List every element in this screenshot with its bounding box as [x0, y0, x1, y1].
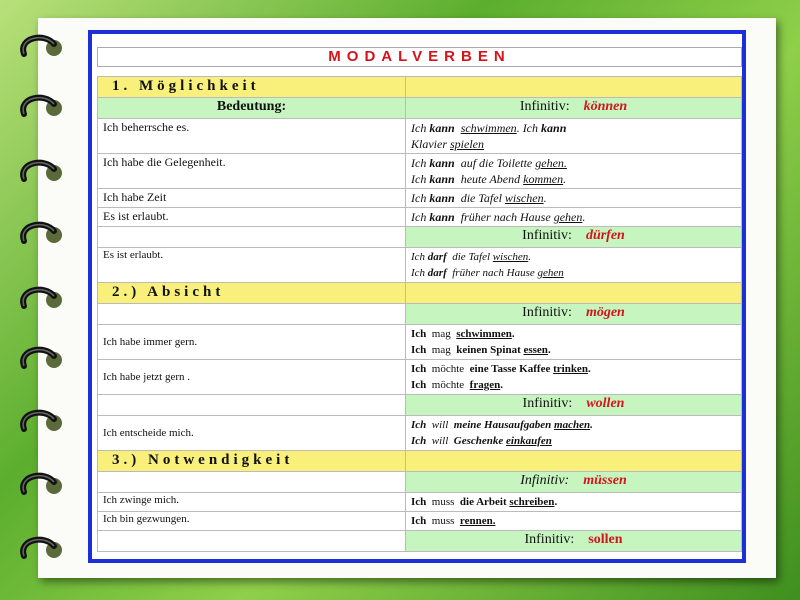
table-row [98, 325, 742, 360]
binder-ring-icon [14, 157, 66, 185]
example-sentence [411, 326, 736, 342]
table-row [98, 248, 742, 283]
example-word: Ich [411, 172, 430, 186]
infinitive-cell [406, 395, 742, 416]
example-word: muss [426, 515, 460, 527]
modal-verbs-table [97, 76, 742, 552]
example-word: auf die Toilette [454, 156, 536, 170]
example-word: wischen [492, 251, 529, 263]
meaning-cell: Ich habe jetzt gern . [98, 360, 406, 395]
meaning-cell: Ich beherrsche es. [98, 119, 406, 154]
infinitive-cell [406, 98, 742, 119]
example-cell [406, 154, 742, 189]
example-word: schwimmen [456, 328, 512, 340]
meaning-cell [98, 227, 406, 248]
example-word: . [511, 328, 515, 340]
binder-ring-icon [14, 344, 66, 372]
example-word: essen [523, 344, 548, 356]
meaning-cell [98, 531, 406, 552]
section-empty-cell [406, 451, 742, 472]
example-cell [406, 208, 742, 227]
example-word: kommen [523, 172, 564, 186]
example-word: Ich [411, 121, 430, 135]
example-word: kann [429, 172, 455, 186]
section-empty-cell [406, 283, 742, 304]
example-word: Ich [411, 210, 430, 224]
example-sentence [411, 209, 736, 225]
table-row [98, 416, 742, 451]
binder-ring-icon [14, 92, 66, 120]
table-row [98, 189, 742, 208]
example-word: . [543, 191, 547, 205]
meaning-cell: Ich habe Zeit [98, 189, 406, 208]
example-word: kann [429, 191, 455, 205]
table-row [98, 360, 742, 395]
example-word: die Arbeit [459, 496, 510, 508]
section-heading: 3.) Notwendigkeit [98, 451, 406, 472]
example-cell [406, 512, 742, 531]
infinitive-label: Infinitiv: [522, 228, 572, 243]
example-word: . [590, 419, 593, 431]
table-row [98, 395, 742, 416]
example-word: gehen [537, 267, 564, 279]
meaning-cell: Ich entscheide mich. [98, 416, 406, 451]
example-word: schwimmen [460, 121, 517, 135]
example-word: früher nach Hause [446, 267, 538, 279]
example-word: will [426, 419, 454, 431]
infinitive-verb: müssen [583, 473, 627, 488]
example-word: Ich [411, 328, 427, 340]
example-word: darf [427, 251, 447, 263]
page-title: MODALVERBEN [97, 47, 742, 67]
example-word: . [554, 496, 558, 508]
example-sentence [411, 377, 736, 393]
example-cell [406, 325, 742, 360]
example-cell [406, 248, 742, 283]
example-word: . [582, 210, 586, 224]
binder-ring-icon [14, 534, 66, 562]
table-row [98, 283, 742, 304]
infinitive-label: Infinitiv: [520, 473, 570, 488]
binder-ring-icon [14, 219, 66, 247]
example-word: gehen [553, 210, 583, 224]
meaning-cell: Es ist erlaubt. [98, 248, 406, 283]
example-word: Ich [411, 344, 427, 356]
meaning-cell: Ich habe die Gelegenheit. [98, 154, 406, 189]
example-sentence [411, 171, 736, 187]
meaning-cell: Ich zwinge mich. [98, 493, 406, 512]
example-word: wischen [504, 191, 544, 205]
meaning-cell [98, 472, 406, 493]
example-word: . [528, 251, 531, 263]
example-cell [406, 493, 742, 512]
table-row [98, 531, 742, 552]
example-word: kann [429, 121, 455, 135]
example-cell [406, 416, 742, 451]
table-row [98, 512, 742, 531]
example-word: Ich [411, 515, 427, 527]
section-empty-cell [406, 77, 742, 98]
example-word: mag [426, 344, 457, 356]
example-word: Ich [411, 251, 428, 263]
example-word: darf [427, 267, 447, 279]
example-word: kann [541, 121, 567, 135]
example-word: Ich [411, 419, 427, 431]
example-sentence [411, 494, 736, 510]
example-word: heute Abend [454, 172, 524, 186]
example-word: kann [429, 210, 455, 224]
example-sentence [411, 361, 736, 377]
example-word: die Tafel [446, 251, 493, 263]
example-word: eine Tasse Kaffee [469, 363, 554, 375]
table-row [98, 472, 742, 493]
table-row [98, 119, 742, 154]
example-word: . [500, 379, 503, 391]
example-word: . [563, 172, 567, 186]
infinitive-label: Infinitiv: [522, 396, 573, 411]
example-word: kann [429, 156, 455, 170]
example-word: trinken [553, 363, 588, 375]
infinitive-verb: sollen [588, 532, 623, 547]
binder-ring-icon [14, 284, 66, 312]
example-sentence [411, 513, 736, 529]
example-sentence [411, 417, 736, 433]
table-row [98, 98, 742, 119]
meaning-cell [98, 395, 406, 416]
example-word: keinen Spinat [456, 344, 524, 356]
example-word: möchte [426, 379, 470, 391]
example-word: mag [426, 328, 457, 340]
example-word: Ich [411, 496, 427, 508]
table-row [98, 304, 742, 325]
infinitive-cell [406, 472, 742, 493]
infinitive-verb: können [583, 99, 628, 114]
example-word: . [547, 344, 551, 356]
table-row [98, 208, 742, 227]
example-word: meine Hausaufgaben [453, 419, 555, 431]
section-heading: 2.) Absicht [98, 283, 406, 304]
example-word: Geschenke [453, 435, 507, 447]
example-sentence [411, 190, 736, 206]
example-sentence [411, 342, 736, 358]
example-word: muss [426, 496, 460, 508]
example-word: machen [554, 419, 591, 431]
example-word: spielen [450, 137, 484, 151]
example-word: schreiben [509, 496, 555, 508]
example-word: Ich [411, 363, 427, 375]
table-row [98, 227, 742, 248]
meaning-cell [98, 304, 406, 325]
example-word: gehen. [535, 156, 567, 170]
meaning-cell: Es ist erlaubt. [98, 208, 406, 227]
meaning-cell: Bedeutung: [98, 98, 406, 119]
example-sentence [411, 433, 736, 449]
example-sentence [411, 155, 736, 171]
example-word: Ich [411, 267, 428, 279]
example-word: Ich [411, 435, 427, 447]
section-heading: 1. Möglichkeit [98, 77, 406, 98]
example-word: möchte [426, 363, 470, 375]
example-cell [406, 189, 742, 208]
infinitive-cell [406, 304, 742, 325]
example-word: früher nach Hause [454, 210, 554, 224]
meaning-cell: Ich habe immer gern. [98, 325, 406, 360]
example-sentence [411, 120, 736, 136]
example-word: . [587, 363, 591, 375]
infinitive-cell [406, 531, 742, 552]
example-sentence [411, 136, 736, 152]
example-cell [406, 119, 742, 154]
infinitive-verb: dürfen [585, 228, 625, 243]
example-word: Klavier [411, 137, 450, 151]
binder-ring-icon [14, 470, 66, 498]
infinitive-verb: wollen [586, 396, 625, 411]
example-cell [406, 360, 742, 395]
example-word: . Ich [516, 121, 542, 135]
infinitive-label: Infinitiv: [519, 99, 570, 114]
meaning-cell: Ich bin gezwungen. [98, 512, 406, 531]
example-word: Ich [411, 156, 430, 170]
example-word: rennen. [459, 515, 496, 527]
table-row [98, 154, 742, 189]
example-word: die Tafel [454, 191, 505, 205]
example-sentence [411, 265, 736, 281]
example-word: einkaufen [506, 435, 552, 447]
example-word: Ich [411, 191, 430, 205]
binder-ring-icon [14, 32, 66, 60]
infinitive-label: Infinitiv: [524, 532, 575, 547]
example-word: will [426, 435, 454, 447]
example-word: Ich [411, 379, 427, 391]
binder-ring-icon [14, 407, 66, 435]
table-row [98, 493, 742, 512]
table-row [98, 451, 742, 472]
infinitive-cell [406, 227, 742, 248]
table-row [98, 77, 742, 98]
example-sentence [411, 249, 736, 265]
infinitive-verb: mögen [585, 305, 625, 320]
example-word: fragen [469, 379, 501, 391]
infinitive-label: Infinitiv: [522, 305, 572, 320]
